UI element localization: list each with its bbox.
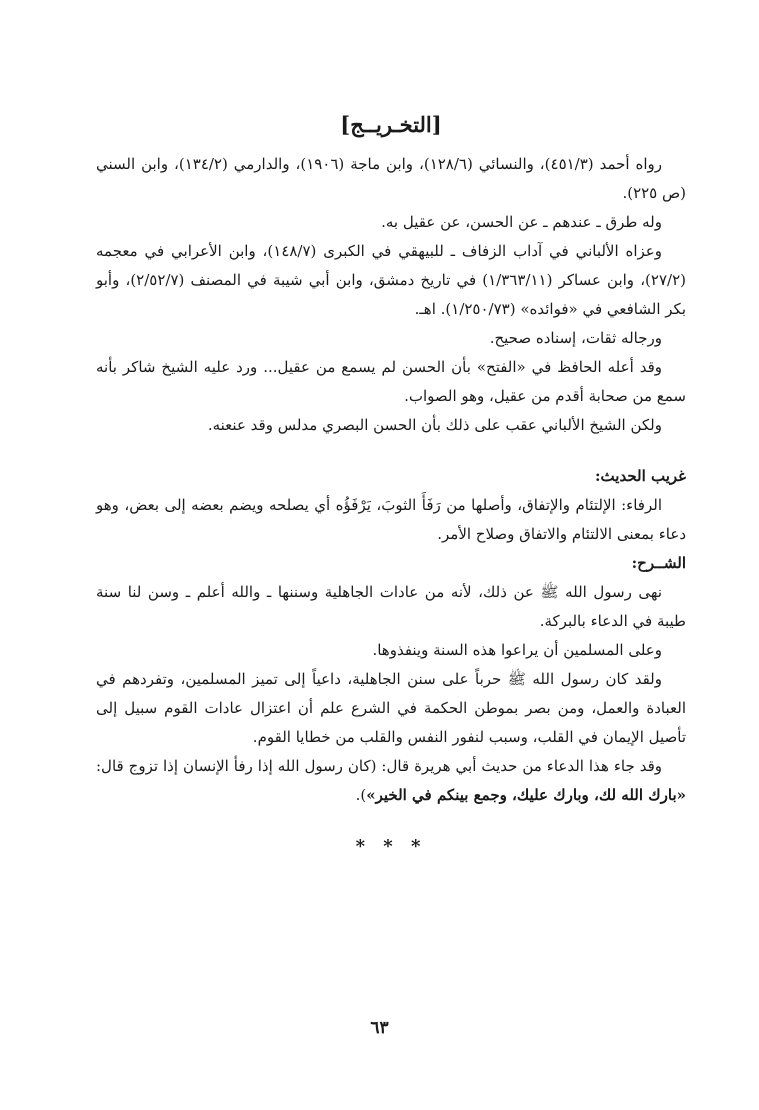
- sharh-paragraph-4-suffix: ).: [355, 786, 367, 804]
- prophetic-supplication: «بارك الله لك، وبارك عليك، وجمع بينكم في الخير»: [366, 786, 686, 804]
- section-title-takhrij: [التخـريــج]: [340, 112, 442, 137]
- heading-sharh: الشــرح:: [631, 554, 686, 572]
- takhrij-paragraph-1: رواه أحمد (٤٥١/٣)، والنسائي (١٢٨/٦)، وابن ماجة (١٩٠٦)، والدارمي (١٣٤/٢)، وابن السني (ص ٢٢٥).: [96, 155, 686, 202]
- sharh-paragraph-4: [96, 752, 686, 810]
- takhrij-paragraph-2: وله طرق ـ عندهم ـ عن الحسن، عن عقيل به.: [381, 213, 662, 231]
- sharh-paragraph-2: وعلى المسلمين أن يراعوا هذه السنة وينفذوها.: [372, 641, 662, 659]
- takhrij-paragraph-4: ورجاله ثقات، إسناده صحيح.: [489, 329, 662, 347]
- takhrij-paragraph-3: وعزاه الألباني في آداب الزفاف ـ للبيهقي في الكبرى (١٤٨/٧)، وابن الأعرابي في معجمه (٢٧/٢)، وابن عساكر (١/٣٦٣/١١) في تاريخ دمشق، وابن أبي شيبة في المصنف (٢/٥٢/٧)، وأبو بكر الشافعي في «فوائده» (١/٢٥٠/٧٣). اهـ.: [96, 242, 686, 318]
- section-spacer: [96, 440, 686, 462]
- sharh-paragraph-4-prefix: وقد جاء هذا الدعاء من حديث أبي هريرة قال: (كان رسول الله إذا رفأ الإنسان إذا تزوج قال:: [96, 757, 662, 775]
- page-number: ٦٣: [370, 1018, 389, 1038]
- takhrij-paragraph-5: وقد أعله الحافظ في «الفتح» بأن الحسن لم يسمع من عقيل... ورد عليه الشيخ شاكر بأنه سمع من صحابة أقدم من عقيل، وهو الصواب.: [96, 358, 686, 405]
- gharib-paragraph: الرفاء: الإلتئام والإتفاق، وأصلها من رَفَأَ الثوبَ، يَرْفَؤُه أي يصلحه ويضم بعضه إلى بعض، وهو دعاء بمعنى الالتئام والاتفاق وصلاح الأمر.: [96, 496, 686, 543]
- section-separator-stars: * * *: [355, 836, 427, 857]
- heading-gharib: غريب الحديث:: [595, 467, 686, 485]
- takhrij-paragraph-6: ولكن الشيخ الألباني عقب على ذلك بأن الحسن البصري مدلس وقد عنعنه.: [207, 416, 662, 434]
- sharh-paragraph-1: نهى رسول الله ﷺ عن ذلك، لأنه من عادات الجاهلية وسننها ـ والله أعلم ـ وسن لنا سنة طيبة في الدعاء بالبركة.: [96, 583, 686, 630]
- sharh-paragraph-3: ولقد كان رسول الله ﷺ حرباً على سنن الجاهلية، داعياً إلى تميز المسلمين، وتفردهم في العبادة والعمل، ومن بصر بموطن الحكمة في الشرع علم أن اعتزال عادات القوم سبيل إلى تأصيل الإيمان في القلب، وسبب لنفور النفس والقلب من خطايا القوم.: [96, 670, 686, 746]
- page-body: [96, 108, 686, 861]
